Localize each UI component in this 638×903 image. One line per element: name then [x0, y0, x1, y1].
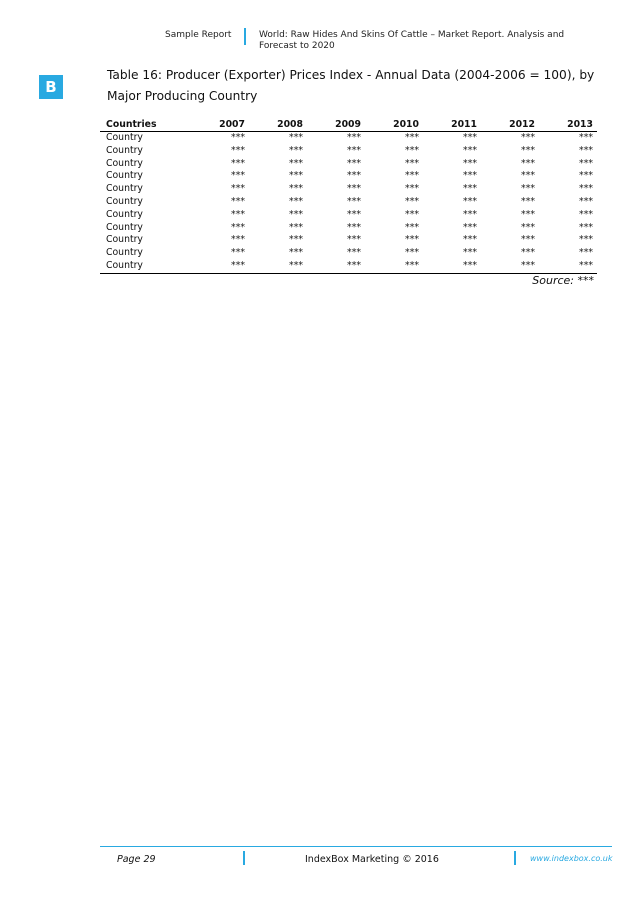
value-cell: ***: [289, 247, 303, 259]
value-cell: ***: [539, 260, 597, 273]
value-cell: ***: [579, 247, 593, 259]
country-cell: Country: [106, 195, 143, 207]
value-cell: ***: [231, 247, 245, 259]
header-divider: [244, 28, 246, 45]
value-cell: ***: [405, 157, 419, 169]
column-header-2008: 2008: [249, 117, 307, 132]
value-cell: ***: [521, 170, 535, 182]
value-cell: ***: [405, 144, 419, 156]
value-cell: ***: [579, 183, 593, 195]
value-cell: ***: [365, 260, 423, 273]
table-row: [100, 260, 597, 273]
value-cell: ***: [231, 234, 245, 246]
value-cell: ***: [191, 260, 249, 273]
value-cell: ***: [521, 157, 535, 169]
price-index-table: [100, 117, 597, 274]
value-cell: ***: [463, 195, 477, 207]
value-cell: ***: [521, 144, 535, 156]
value-cell: ***: [231, 208, 245, 220]
header-report-type: Sample Report: [165, 30, 232, 40]
indexbox-logo-icon: B: [39, 75, 63, 99]
footer-website-link[interactable]: www.indexbox.co.uk: [530, 854, 613, 863]
header-report-title: World: Raw Hides And Skins Of Cattle – Market Report. Analysis and Forecast to 2020: [259, 30, 565, 51]
table-title: Table 16: Producer (Exporter) Prices Index - Annual Data (2004-2006 = 100), by Major Producing Country: [107, 68, 595, 103]
value-cell: ***: [463, 183, 477, 195]
footer-copyright: IndexBox Marketing © 2016: [305, 854, 439, 865]
value-cell: ***: [463, 132, 477, 143]
table-row: [100, 170, 597, 183]
column-header-2010: 2010: [365, 117, 423, 132]
value-cell: ***: [231, 170, 245, 182]
table-row: [100, 132, 597, 145]
value-cell: ***: [405, 247, 419, 259]
value-cell: ***: [347, 247, 361, 259]
value-cell: ***: [521, 132, 535, 143]
value-cell: ***: [289, 234, 303, 246]
country-cell: Country: [106, 170, 143, 182]
footer-rule: [100, 846, 612, 847]
table-row: [100, 247, 597, 260]
table-row: [100, 183, 597, 196]
value-cell: ***: [347, 132, 361, 143]
value-cell: ***: [347, 234, 361, 246]
value-cell: ***: [347, 195, 361, 207]
value-cell: ***: [231, 183, 245, 195]
table-source-note: Source: ***: [532, 274, 594, 287]
value-cell: ***: [289, 144, 303, 156]
table-row: [100, 222, 597, 235]
column-header-2009: 2009: [307, 117, 365, 132]
value-cell: ***: [405, 183, 419, 195]
value-cell: ***: [481, 260, 539, 273]
value-cell: ***: [521, 208, 535, 220]
value-cell: ***: [521, 195, 535, 207]
value-cell: ***: [231, 221, 245, 233]
value-cell: ***: [579, 144, 593, 156]
value-cell: ***: [463, 208, 477, 220]
value-cell: ***: [463, 170, 477, 182]
value-cell: ***: [231, 157, 245, 169]
column-header-2012: 2012: [481, 117, 539, 132]
value-cell: ***: [579, 221, 593, 233]
country-cell: Country: [106, 183, 143, 195]
value-cell: ***: [463, 157, 477, 169]
value-cell: ***: [347, 208, 361, 220]
value-cell: ***: [423, 260, 481, 273]
country-cell: Country: [106, 157, 143, 169]
country-cell: Country: [106, 132, 143, 143]
value-cell: ***: [579, 208, 593, 220]
value-cell: ***: [463, 234, 477, 246]
value-cell: ***: [289, 195, 303, 207]
country-cell: Country: [106, 208, 143, 220]
value-cell: ***: [347, 221, 361, 233]
column-header-countries: Countries: [100, 117, 191, 132]
value-cell: ***: [405, 208, 419, 220]
table-row: [100, 234, 597, 247]
value-cell: ***: [579, 170, 593, 182]
value-cell: ***: [231, 132, 245, 143]
value-cell: ***: [521, 221, 535, 233]
value-cell: ***: [231, 144, 245, 156]
table-row: [100, 158, 597, 171]
value-cell: ***: [289, 132, 303, 143]
value-cell: ***: [405, 170, 419, 182]
value-cell: ***: [521, 234, 535, 246]
value-cell: ***: [347, 183, 361, 195]
country-cell: Country: [106, 247, 143, 259]
value-cell: ***: [289, 170, 303, 182]
country-cell: Country: [106, 144, 143, 156]
table-row: [100, 196, 597, 209]
value-cell: ***: [347, 144, 361, 156]
value-cell: ***: [579, 157, 593, 169]
value-cell: ***: [521, 183, 535, 195]
column-header-2011: 2011: [423, 117, 481, 132]
value-cell: ***: [579, 195, 593, 207]
value-cell: ***: [405, 132, 419, 143]
table-header-row: [100, 117, 597, 132]
value-cell: ***: [231, 195, 245, 207]
country-cell: Country: [106, 221, 143, 233]
column-header-2007: 2007: [191, 117, 249, 132]
value-cell: ***: [463, 221, 477, 233]
value-cell: ***: [347, 157, 361, 169]
value-cell: ***: [463, 247, 477, 259]
value-cell: ***: [289, 208, 303, 220]
value-cell: ***: [289, 183, 303, 195]
value-cell: ***: [289, 157, 303, 169]
value-cell: ***: [463, 144, 477, 156]
value-cell: ***: [249, 260, 307, 273]
table-row: [100, 209, 597, 222]
footer-page-number: Page 29: [117, 854, 156, 865]
value-cell: ***: [289, 221, 303, 233]
country-cell: Country: [100, 260, 191, 273]
column-header-2013: 2013: [539, 117, 597, 132]
value-cell: ***: [405, 195, 419, 207]
country-cell: Country: [106, 234, 143, 246]
value-cell: ***: [307, 260, 365, 273]
table-row: [100, 145, 597, 158]
value-cell: ***: [405, 221, 419, 233]
value-cell: ***: [347, 170, 361, 182]
value-cell: ***: [405, 234, 419, 246]
footer-divider: [243, 851, 245, 865]
footer-divider: [514, 851, 516, 865]
value-cell: ***: [521, 247, 535, 259]
value-cell: ***: [579, 132, 593, 143]
value-cell: ***: [579, 234, 593, 246]
